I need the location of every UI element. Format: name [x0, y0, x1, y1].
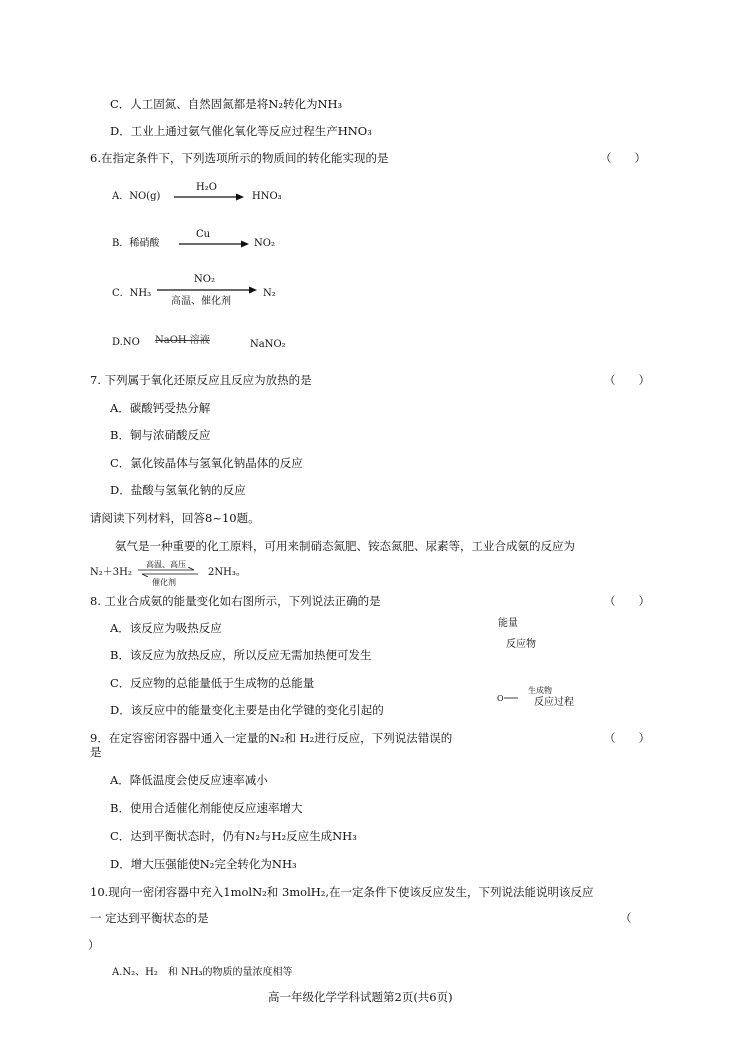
q9-answer-bracket: （ ）: [604, 731, 650, 745]
q9-option-b: B．使用合适催化剂能使反应速率增大: [110, 801, 303, 815]
q7-option-d: D．盐酸与氢氧化钠的反应: [110, 483, 246, 497]
q9-option-d: D．增大压强能使N₂完全转化为NH₃: [110, 857, 297, 871]
q10-bracket-open: （: [620, 911, 632, 925]
q8-answer-bracket: （ ）: [604, 594, 650, 608]
q9-stem-line1: 9．在定容密闭容器中通入一定量的N₂和 H₂进行反应，下列说法错误的: [90, 731, 453, 745]
q6-option-c-condition-top: NO₂: [194, 274, 215, 285]
energy-diagram-ylabel: 能量: [498, 618, 518, 629]
page-footer: 高一年级化学学科试题第2页(共6页): [268, 990, 453, 1004]
q6-option-c-reactant: C．NH₃: [112, 288, 152, 299]
q5-option-c: C．人工固氮、自然固氮都是将N₂转化为NH₃: [110, 97, 343, 111]
q6-option-d-reactant: D.NO: [112, 337, 140, 348]
reading-paragraph: 氨气是一种重要的化工原料，可用来制硝态氮肥、铵态氮肥、尿素等，工业合成氨的反应为: [115, 539, 575, 553]
q7-option-a: A．碳酸钙受热分解: [110, 401, 211, 415]
q9-option-c: C．达到平衡状态时，仍有N₂与H₂反应生成NH₃: [110, 829, 357, 843]
equation-condition-bottom: 催化剂: [152, 578, 176, 587]
q6-option-b-reactant: B．稀硝酸: [112, 238, 160, 249]
q10-bracket-close: ）: [88, 938, 100, 952]
equation-reactants: N₂＋3H₂: [90, 567, 132, 578]
q7-answer-bracket: （ ）: [604, 373, 650, 387]
q6-option-c-condition-bottom: 高温、催化剂: [171, 296, 231, 307]
energy-diagram-products: 生成物: [528, 686, 552, 695]
q6-option-a-reactant: A．NO(g): [112, 191, 161, 202]
reading-intro: 请阅读下列材料，回答8~10题。: [90, 511, 260, 525]
q8-option-d: D．该反应中的能量变化主要是由化学键的变化引起的: [110, 703, 384, 717]
q8-stem: 8. 工业合成氨的能量变化如右图所示，下列说法正确的是: [90, 594, 381, 608]
q6-option-c-product: N₂: [263, 288, 276, 299]
equation-products: 2NH₃。: [208, 567, 246, 578]
q6-option-c-arrow: [157, 285, 257, 295]
q8-option-c: C．反应物的总能量低于生成物的总能量: [110, 676, 315, 690]
q6-option-a-product: HNO₃: [252, 191, 282, 202]
q7-stem: 7. 下列属于氧化还原反应且反应为放热的是: [90, 373, 312, 387]
energy-diagram-origin: O: [497, 694, 504, 703]
q6-option-d-product: NaNO₂: [250, 339, 286, 350]
q10-option-a: A.N₂、H₂ 和 NH₃的物质的量浓度相等: [112, 967, 293, 978]
q5-option-d: D．工业上通过氨气催化氧化等反应过程生产HNO₃: [110, 124, 372, 138]
q7-option-c: C．氯化铵晶体与氢氧化钠晶体的反应: [110, 456, 303, 470]
energy-diagram-reactants: 反应物: [506, 639, 536, 650]
q10-stem-line1: 10.现向一密闭容器中充入1molN₂和 3molH₂,在一定条件下使该反应发生，下列说法能说明该反应: [90, 885, 594, 899]
q6-option-a-condition: H₂O: [196, 182, 217, 193]
q9-option-a: A．降低温度会使反应速率减小: [110, 773, 268, 787]
q6-stem: 6.在指定条件下，下列选项所示的物质间的转化能实现的是: [90, 151, 389, 165]
q8-option-a: A．该反应为吸热反应: [110, 621, 222, 635]
q6-option-a-arrow: [174, 192, 244, 202]
q6-option-d-condition: NaOH 溶液: [155, 335, 210, 346]
q7-option-b: B．铜与浓硝酸反应: [110, 428, 211, 442]
q9-stem-line2: 是: [90, 745, 102, 759]
q6-option-b-product: NO₂: [254, 238, 275, 249]
q6-option-b-arrow: [179, 239, 249, 249]
q6-option-b-condition: Cu: [196, 229, 211, 240]
equation-condition-top: 高温、高压: [146, 560, 186, 569]
q6-answer-bracket: （ ）: [600, 151, 646, 165]
q8-option-b: B．该反应为放热反应，所以反应无需加热便可发生: [110, 648, 372, 662]
q10-stem-line2: 一 定达到平衡状态的是: [90, 911, 209, 925]
energy-diagram-xlabel: 反应过程: [534, 697, 574, 708]
energy-diagram-axis-stub: [504, 694, 518, 702]
